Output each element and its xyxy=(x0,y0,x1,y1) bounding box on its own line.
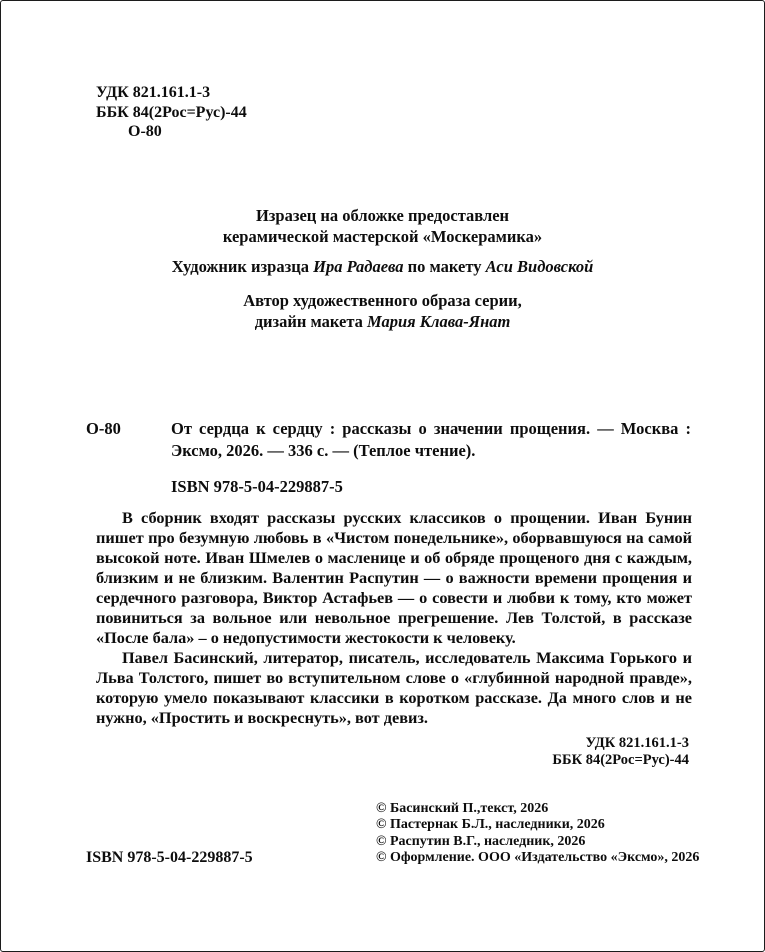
copyright-list xyxy=(376,801,764,867)
tile-layout-author-name: Аси Видовской xyxy=(485,256,594,276)
tile-artist-prefix: Художник изразца xyxy=(171,256,314,276)
bbk-code-top: ББК 84(2Рос=Рус)-44 xyxy=(96,103,247,121)
credits-block xyxy=(1,205,764,332)
design-prefix: дизайн макета xyxy=(254,311,368,331)
bibliographic-record-row xyxy=(86,418,691,462)
author-sign-code-entry: О-80 xyxy=(86,418,121,438)
copyright-line-design: © Оформление. ООО «Издательство «Эксмо», 2026 xyxy=(376,850,700,865)
udk-code-top: УДК 821.161.1-3 xyxy=(96,84,211,101)
copyright-line-heirs-1: © Пастернак Б.Л., наследники, 2026 xyxy=(376,817,605,832)
classification-codes-right xyxy=(1,735,689,770)
copyright-line-text: © Басинский П.,текст, 2026 xyxy=(376,800,549,816)
author-sign-code-top: О-80 xyxy=(128,123,162,140)
isbn-top: ISBN 978-5-04-229887-5 xyxy=(171,476,343,496)
series-design-line-1: Автор художественного образа серии, xyxy=(243,290,522,310)
cover-tile-credit-line-1: Изразец на обложке предоставлен xyxy=(255,205,510,225)
annotation-block xyxy=(96,508,692,728)
annotation-para-1: В сборник входят рассказы русских классиков о прощении. Иван Бунин пишет про безумную любовь в «Чистом понедельнике», оборвавшуюся на самой высокой ноте. Иван Шмелев о масленице и об обряде прощеного дня с каждым, близким и не близким. Валентин Распутин — о важности времени прощения и сердечного разговора, Виктор Астафьев — о совести и любви к тому, кто может повиниться за вольное или невольное прегрешение. Лев Толстой, в рассказе «После бала» – о недопустимости жестокости к человеку. xyxy=(96,507,692,647)
series-design-line-2 xyxy=(1,311,764,332)
imprint-bottom-row xyxy=(1,801,764,867)
tile-artist-name: Ира Радаева xyxy=(313,256,404,276)
copyright-line-heirs-2: © Распутин В.Г., наследник, 2026 xyxy=(376,833,586,849)
annotation-para-2: Павел Басинский, литератор, писатель, исследователь Максима Горького и Льва Толстого, пишет во вступительном слове о «глубинной народной правде», которую умело показывают классики в коротком рассказе. Да много слов и не нужно, «Простить и воскреснуть», вот девиз. xyxy=(96,647,692,727)
udk-code-right: УДК 821.161.1-3 xyxy=(585,734,689,751)
isbn-bottom: ISBN 978-5-04-229887-5 xyxy=(86,849,253,866)
bibliographic-record: От сердца к сердцу : рассказы о значении прощения. — Москва : Эксмо, 2026. — 336 с. — (Теплое чтение). xyxy=(171,418,691,460)
designer-name: Мария Клава-Янат xyxy=(367,311,511,331)
classification-codes-top xyxy=(96,83,764,142)
tile-artist-mid: по макету xyxy=(403,256,486,276)
bbk-code-right: ББК 84(2Рос=Рус)-44 xyxy=(552,752,689,768)
tile-artist-line xyxy=(1,256,764,277)
cover-tile-credit-line-2: керамической мастерской «Москерамика» xyxy=(222,226,543,246)
